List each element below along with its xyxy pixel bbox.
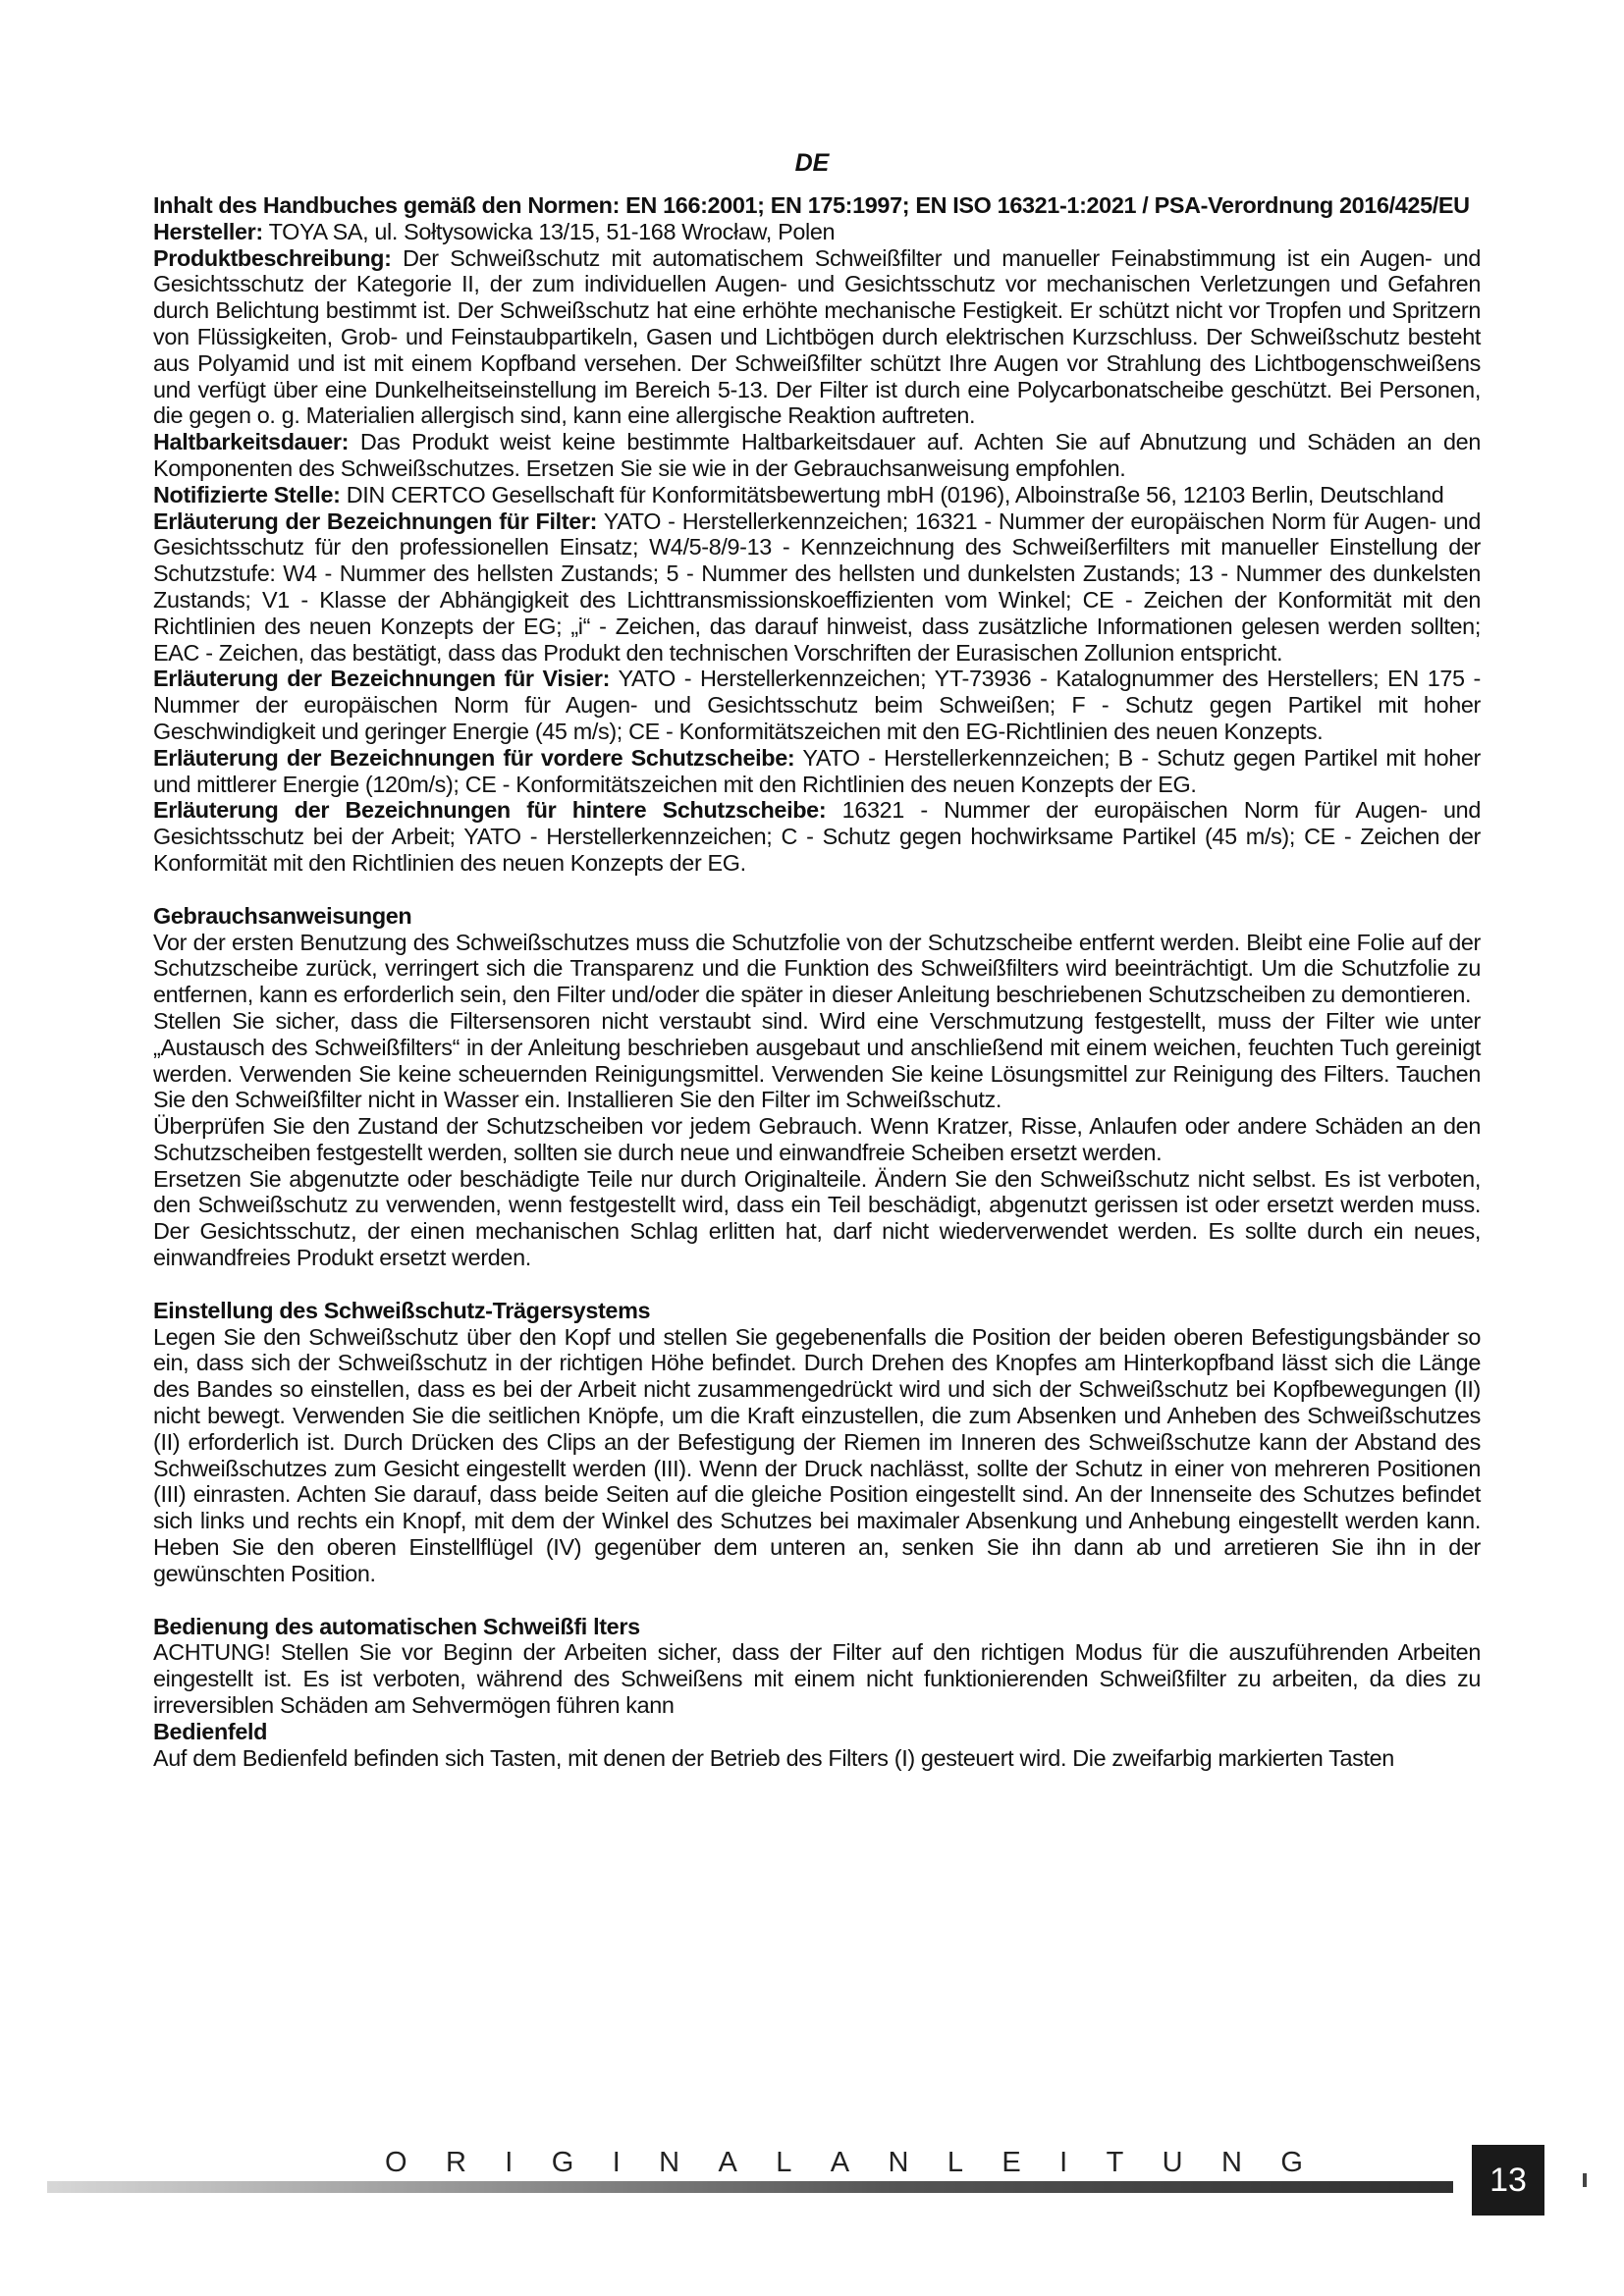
footer-letter: A xyxy=(718,2147,737,2178)
paragraph-label: Haltbarkeitsdauer: xyxy=(153,429,350,455)
section-paragraph: ACHTUNG! Stellen Sie vor Beginn der Arbeiten sicher, dass der Filter auf den richtigen Modus für die auszuführenden Arbeiten eingestellt ist. Es ist verboten, während des Schweißens mit einem nicht funktionierenden Schweißfilter zu arbeiten, da dies zu irreversiblen Schäden am Sehvermögen führen kann xyxy=(153,1639,1481,1719)
section-title: Gebrauchsanweisungen xyxy=(153,902,412,929)
section-paragraph: Stellen Sie sicher, dass die Filtersensoren nicht verstaubt sind. Wird eine Verschmutzung festgestellt, muss der Filter wie unter „Austausch des Schweißfilters“ in der Anleitung beschrieben ausgebaut und anschließend mit einem weichen, feuchten Tuch gereinigt werden. Verwenden Sie keine scheuernden Reinigungsmittel. Verwenden Sie keine Lösungsmittel zur Reinigung des Filters. Tauchen Sie den Schweißfilter nicht in Wasser ein. Installieren Sie den Filter im Schweißschutz. xyxy=(153,1007,1481,1113)
footer-letter: N xyxy=(1221,2147,1242,2178)
edge-marker xyxy=(1583,2173,1587,2187)
filter-markings: Erläuterung der Bezeichnungen für Filter: YATO - Herstellerkennzeichen; 16321 - Nummer der europäischen Norm für Augen- und Gesichtsschutz für den professionellen Einsatz; W4/5-8/9-13 - Kennzeichnung des Schweißerfilters mit manueller Einstellung der Schutzstufe: W4 - Nummer des hellsten Zustands; 5 - Nummer des hellsten und dunkelsten Zustands; 13 - Nummer des dunkelsten Zustands; V1 - Klasse der Abhängigkeit des Lichttransmissionskoeffizienten vom Winkel; CE - Zeichen der Konformität mit den Richtlinien des neuen Konzepts der EG; „i“ - Zeichen, das darauf hinweist, dass zusätzliche Informationen gelesen werden sollten; EAC - Zeichen, das bestätigt, dass das Produkt den technischen Vorschriften der Eurasischen Zollunion entspricht. xyxy=(153,507,1481,666)
footer-letter: R xyxy=(445,2147,466,2178)
section-paragraph: Ersetzen Sie abgenutzte oder beschädigte Teile nur durch Originalteile. Ändern Sie den Schweißschutz nicht selbst. Es ist verboten, den Schweißschutz zu verwenden, wenn festgestellt wird, dass ein Teil beschädigt, abgenutzt gerissen ist oder ersetzt werden muss. Der Gesichtsschutz, der einen mechanischen Schlag erlitten hat, darf nicht wiederverwendet werden. Es sollte durch ein neues, einwandfreies Produkt ersetzt werden. xyxy=(153,1165,1481,1271)
footer-original-instructions xyxy=(385,2147,1303,2179)
footer-letter: G xyxy=(1280,2147,1303,2178)
page-number: 13 xyxy=(1472,2145,1544,2216)
language-heading: DE xyxy=(794,149,830,177)
norms-line xyxy=(153,192,1481,219)
paragraph-label: Produktbeschreibung: xyxy=(153,244,392,271)
section-title: Bedienung des automatischen Schweißfi lters xyxy=(153,1613,640,1639)
product-description: Produktbeschreibung: Der Schweißschutz mit automatischem Schweißfilter und manueller Feinabstimmung ist ein Augen- und Gesichtsschutz der Kategorie II, der zum individuellen Augen- und Gesichtsschutz vor mechanischen Verletzungen und Gefahren durch Belichtung bestimmt ist. Der Schweißschutz hat eine erhöhte mechanische Festigkeit. Er schützt nicht vor Tropfen und Spritzern von Flüssigkeiten, Grob- und Feinstaubpartikeln, Gasen und Lichtbögen durch elektrischen Kurzschluss. Der Schweißschutz besteht aus Polyamid und ist mit einem Kopfband versehen. Der Schweißfilter schützt Ihre Augen vor Strahlung des Lichtbogenschweißens und verfügt über eine Dunkelheitseinstellung im Bereich 5-13. Der Filter ist durch eine Polycarbonatscheibe geschützt. Bei Personen, die gegen o. g. Materialien allergisch sind, kann eine allergische Reaktion auftreten. xyxy=(153,244,1481,429)
footer-letter: L xyxy=(776,2147,792,2178)
section-paragraph: Überprüfen Sie den Zustand der Schutzscheiben vor jedem Gebrauch. Wenn Kratzer, Risse, Anlaufen oder andere Schäden an den Schutzscheiben festgestellt werden, sollten sie durch neue und einwandfreie Scheiben ersetzt werden. xyxy=(153,1113,1481,1165)
notified-body: Notifizierte Stelle: DIN CERTCO Gesellschaft für Konformitätsbewertung mbH (0196), Alboinstraße 56, 12103 Berlin, Deutschland xyxy=(153,481,1444,507)
paragraph-label: Erläuterung der Bezeichnungen für vordere Schutzscheibe: xyxy=(153,744,795,771)
footer-letter: I xyxy=(505,2147,514,2178)
section-paragraph: Vor der ersten Benutzung des Schweißschutzes muss die Schutzfolie von der Schutzscheibe entfernt werden. Bleibt eine Folie auf der Schutzscheibe zurück, verringert sich die Transparenz und die Funktion des Schweißfilters wird beeinträchtigt. Um die Schutzfolie zu entfernen, kann es erforderlich sein, den Filter und/oder die später in dieser Anleitung beschriebenen Schutzscheiben zu demontieren. xyxy=(153,929,1481,1008)
footer-letter: U xyxy=(1162,2147,1183,2178)
subsection-paragraph: Auf dem Bedienfeld befinden sich Tasten, mit denen der Betrieb des Filters (I) gesteuert wird. Die zweifarbig markierten Tasten xyxy=(153,1744,1394,1771)
paragraph-label: Hersteller: xyxy=(153,218,263,244)
footer-letter: E xyxy=(1001,2147,1021,2178)
footer-letter: N xyxy=(659,2147,680,2178)
rear-lens-markings: Erläuterung der Bezeichnungen für hintere Schutzscheibe: 16321 - Nummer der europäischen Norm für Augen- und Gesichtsschutz bei der Arbeit; YATO - Herstellerkennzeichen; C - Schutz gegen hochwirksame Partikel (45 m/s); CE - Zeichen der Konformität mit den Richtlinien des neuen Konzepts der EG. xyxy=(153,797,1481,876)
footer-letter: N xyxy=(888,2147,909,2178)
footer-letter: A xyxy=(830,2147,850,2178)
paragraph-label: Erläuterung der Bezeichnungen für Visier: xyxy=(153,666,611,692)
paragraph-label: Inhalt des Handbuches gemäß den Normen: EN 166:2001; EN 175:1997; EN ISO 16321-1:2021 / PSA-Verordnung 2016/425/EU xyxy=(153,192,1470,218)
paragraph-label: Erläuterung der Bezeichnungen für Filter: xyxy=(153,507,598,534)
paragraph-label: Erläuterung der Bezeichnungen für hintere Schutzscheibe: xyxy=(153,797,827,824)
footer-letter: I xyxy=(612,2147,621,2178)
footer-letter: O xyxy=(385,2147,407,2178)
paragraph-label: Notifizierte Stelle: xyxy=(153,481,341,507)
visor-markings: Erläuterung der Bezeichnungen für Visier: YATO - Herstellerkennzeichen; YT-73936 - Katalognummer des Herstellers; EN 175 - Nummer der europäischen Norm für Augen- und Gesichtsschutz beim Schweißen; F - Schutz gegen Partikel mit hoher Geschwindigkeit und geringer Energie (45 m/s); CE - Konformitätszeichen mit den EG-Richtlinien des neuen Konzepts. xyxy=(153,666,1481,744)
footer-letter: I xyxy=(1059,2147,1068,2178)
manual-body xyxy=(153,192,1481,1771)
footer-letter: T xyxy=(1106,2147,1124,2178)
front-lens-markings: Erläuterung der Bezeichnungen für vordere Schutzscheibe: YATO - Herstellerkennzeichen; B - Schutz gegen Partikel mit hoher und mittlerer Energie (120m/s); CE - Konformitätszeichen mit den Richtlinien des neuen Konzepts der EG. xyxy=(153,744,1481,797)
section-title: Einstellung des Schweißschutz-Trägersystems xyxy=(153,1297,651,1323)
footer-letter: L xyxy=(947,2147,963,2178)
subsection-title: Bedienfeld xyxy=(153,1718,268,1744)
section-paragraph: Legen Sie den Schweißschutz über den Kopf und stellen Sie gegebenenfalls die Position der beiden oberen Befestigungsbänder so ein, dass sich der Schweißschutz in der richtigen Höhe befindet. Durch Drehen des Knopfes am Hinterkopfband lässt sich die Länge des Bandes so einstellen, dass es bei der Arbeit nicht zusammengedrückt wird und sich der Schweißschutz bei Kopfbewegungen (II) nicht bewegt. Verwenden Sie die seitlichen Knöpfe, um die Kraft einzustellen, die zum Absenken und Anheben des Schweißschutzes (II) erforderlich ist. Durch Drücken des Clips an der Befestigung der Riemen im Inneren des Schweißschutze kann der Abstand des Schweißschutzes zum Gesicht eingestellt werden (III). Wenn der Druck nachlässt, sollte der Schutz in einer von mehreren Positionen (III) einrasten. Achten Sie darauf, dass beide Seiten auf die gleiche Position eingestellt sind. An der Innenseite des Schutzes befindet sich links und rechts ein Knopf, mit dem der Winkel des Schutzes bei maximaler Absenkung und Anhebung eingestellt werden kann. Heben Sie den oberen Einstellflügel (IV) gegenüber dem unteren an, senken Sie ihn dann ab und arretieren Sie ihn in der gewünschten Position. xyxy=(153,1323,1481,1586)
manufacturer-line: Hersteller: TOYA SA, ul. Sołtysowicka 13/15, 51-168 Wrocław, Polen xyxy=(153,218,836,244)
durability: Haltbarkeitsdauer: Das Produkt weist keine bestimmte Haltbarkeitsdauer auf. Achten Sie auf Abnutzung und Schäden an den Komponenten des Schweißschutzes. Ersetzen Sie sie wie in der Gebrauchsanweisung empfohlen. xyxy=(153,429,1481,481)
footer-letter: G xyxy=(551,2147,574,2178)
footer-gradient-bar xyxy=(47,2181,1453,2193)
